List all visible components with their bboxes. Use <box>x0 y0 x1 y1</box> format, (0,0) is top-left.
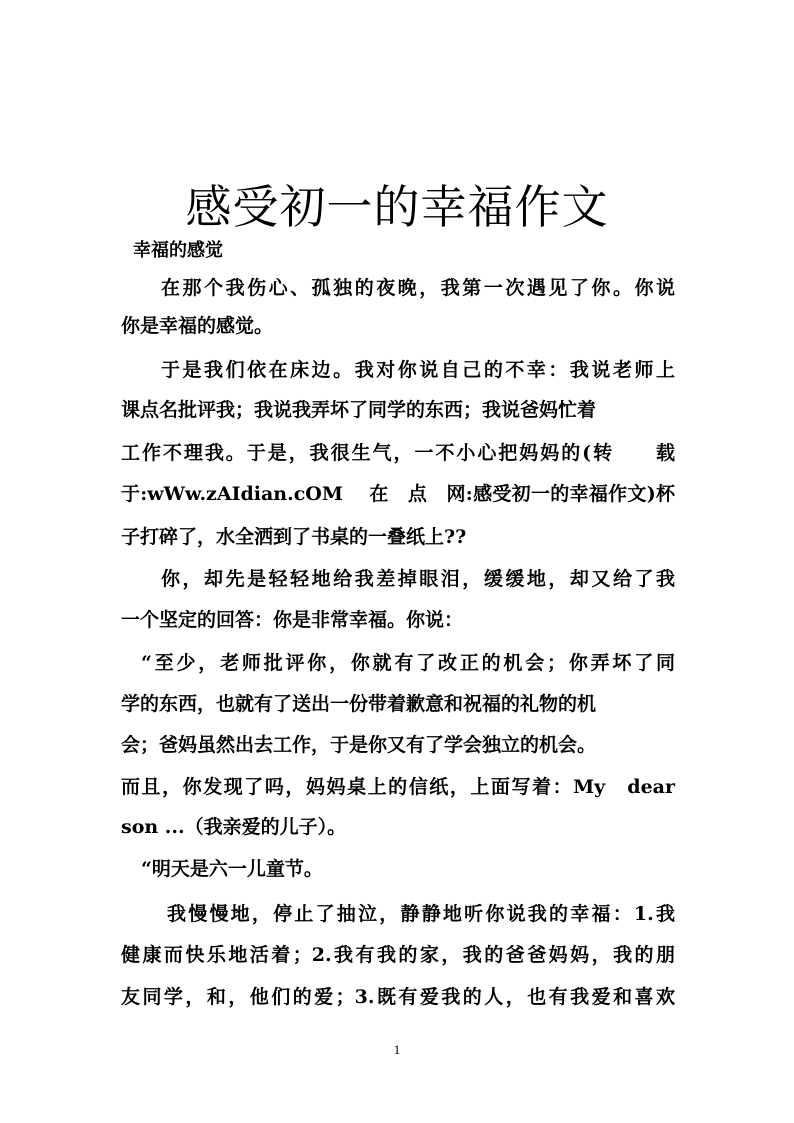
document-title: 感受初一的幸福作文 <box>185 179 609 234</box>
text-line: 在那个我伤心、孤独的夜晚，我第一次遇见了你。你说 <box>161 277 675 299</box>
text-line: 工作不理我。于是，我很生气，一不小心把妈妈的(转 载 <box>121 442 675 464</box>
text-line: 健康而快乐地活着；2.我有我的家，我的爸爸妈妈，我的朋 <box>121 944 675 966</box>
text-line: 于:wWw.zAIdian.cOM 在 点 网:感受初一的幸福作文)杯 <box>121 483 675 505</box>
text-line: 而且，你发现了吗，妈妈桌上的信纸，上面写着：My dear <box>121 776 675 798</box>
text-line: 会；爸妈虽然出去工作，于是你又有了学会独立的机会。 <box>121 734 597 756</box>
text-line: “至少，老师批评你，你就有了改正的机会；你弄坏了同 <box>141 652 675 674</box>
text-line: son ...（我亲爱的儿子）。 <box>121 816 347 838</box>
section-subtitle: 幸福的感觉 <box>133 240 223 261</box>
text-line: 友同学，和，他们的爱；3.既有爱我的人，也有我爱和喜欢 <box>121 986 675 1008</box>
text-line: 你，却先是轻轻地给我差掉眼泪，缓缓地，却又给了我 <box>161 568 675 590</box>
text-line: 我慢慢地，停止了抽泣，静静地听你说我的幸福：1.我 <box>167 903 675 925</box>
page-number: 1 <box>393 1042 401 1057</box>
text-line: 一个坚定的回答：你是非常幸福。你说： <box>121 609 464 631</box>
text-line: 课点名批评我；我说我弄坏了同学的东西；我说爸妈忙着 <box>121 399 597 421</box>
text-line: “明天是六一儿童节。 <box>141 858 323 880</box>
text-line: 于是我们依在床边。我对你说自己的不幸：我说老师上 <box>161 359 675 381</box>
text-line: 子打碎了，水全洒到了书桌的一叠纸上?? <box>121 526 467 548</box>
text-line: 学的东西，也就有了送出一份带着歉意和祝福的礼物的机 <box>121 693 597 715</box>
text-line: 你是幸福的感觉。 <box>121 315 274 337</box>
